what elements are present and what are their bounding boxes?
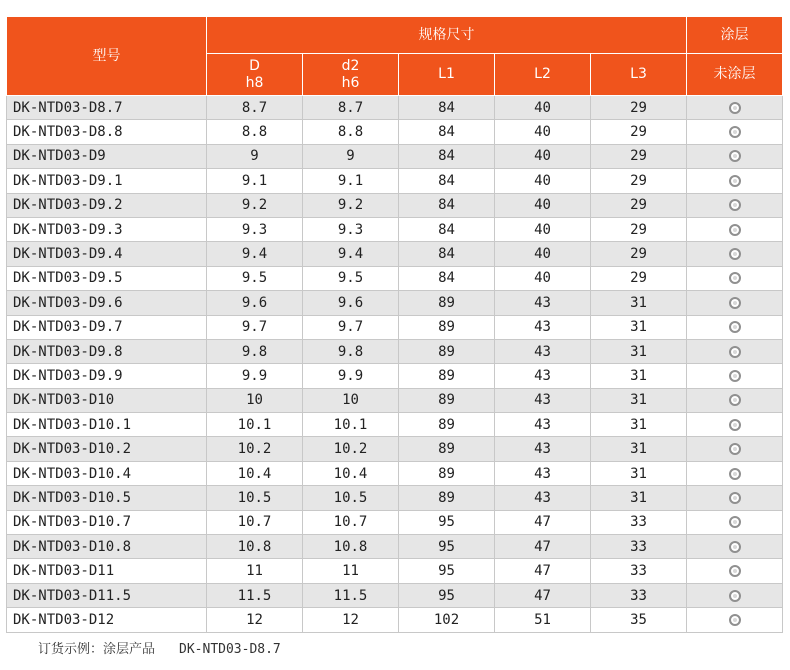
ring-icon xyxy=(729,248,741,260)
ring-icon xyxy=(729,394,741,406)
cell-l2: 43 xyxy=(495,437,591,461)
cell-l1: 89 xyxy=(399,291,495,315)
cell-l2: 43 xyxy=(495,486,591,510)
cell-l1: 95 xyxy=(399,559,495,583)
cell-uncoated xyxy=(687,608,783,632)
cell-l1: 89 xyxy=(399,461,495,485)
cell-uncoated xyxy=(687,559,783,583)
ring-icon xyxy=(729,175,741,187)
table-row xyxy=(7,559,783,583)
cell-model: DK-NTD03-D8.7 xyxy=(7,96,207,120)
cell-l2: 47 xyxy=(495,583,591,607)
table-row xyxy=(7,242,783,266)
table-row xyxy=(7,169,783,193)
cell-l3: 33 xyxy=(591,583,687,607)
cell-d: 9.7 xyxy=(207,315,303,339)
ring-icon xyxy=(729,541,741,553)
cell-model: DK-NTD03-D10 xyxy=(7,388,207,412)
table-row xyxy=(7,510,783,534)
cell-model: DK-NTD03-D11 xyxy=(7,559,207,583)
cell-l2: 40 xyxy=(495,193,591,217)
table-row xyxy=(7,364,783,388)
ring-icon xyxy=(729,224,741,236)
ring-icon xyxy=(729,370,741,382)
cell-d2: 9.8 xyxy=(303,339,399,363)
cell-l3: 29 xyxy=(591,193,687,217)
cell-d: 10.1 xyxy=(207,413,303,437)
table-row xyxy=(7,339,783,363)
header-d-label: D xyxy=(249,57,260,74)
order-example-code: DK-NTD03-D8.7 xyxy=(179,642,281,657)
table-row xyxy=(7,193,783,217)
cell-model: DK-NTD03-D9.8 xyxy=(7,339,207,363)
header-l2: L2 xyxy=(495,54,591,96)
cell-l1: 89 xyxy=(399,437,495,461)
ring-icon xyxy=(729,516,741,528)
cell-l2: 40 xyxy=(495,120,591,144)
table-row xyxy=(7,583,783,607)
cell-d2: 11 xyxy=(303,559,399,583)
cell-uncoated xyxy=(687,96,783,120)
cell-l1: 89 xyxy=(399,364,495,388)
cell-l2: 43 xyxy=(495,339,591,363)
cell-uncoated xyxy=(687,486,783,510)
cell-d: 8.8 xyxy=(207,120,303,144)
table-row xyxy=(7,486,783,510)
cell-uncoated xyxy=(687,535,783,559)
cell-l1: 84 xyxy=(399,217,495,241)
cell-d: 11.5 xyxy=(207,583,303,607)
ring-icon xyxy=(729,297,741,309)
ring-icon xyxy=(729,590,741,602)
header-l3: L3 xyxy=(591,54,687,96)
cell-l2: 47 xyxy=(495,510,591,534)
cell-d2: 9.6 xyxy=(303,291,399,315)
table-row xyxy=(7,535,783,559)
header-model: 型号 xyxy=(7,17,207,96)
cell-d2: 9.3 xyxy=(303,217,399,241)
cell-d2: 9.2 xyxy=(303,193,399,217)
cell-d: 12 xyxy=(207,608,303,632)
cell-d2: 10.8 xyxy=(303,535,399,559)
cell-d2: 8.8 xyxy=(303,120,399,144)
table-row xyxy=(7,608,783,632)
cell-uncoated xyxy=(687,315,783,339)
cell-model: DK-NTD03-D8.8 xyxy=(7,120,207,144)
cell-d2: 10 xyxy=(303,388,399,412)
cell-l1: 84 xyxy=(399,266,495,290)
cell-d2: 12 xyxy=(303,608,399,632)
cell-d: 9.9 xyxy=(207,364,303,388)
cell-l2: 43 xyxy=(495,461,591,485)
cell-l2: 47 xyxy=(495,535,591,559)
cell-uncoated xyxy=(687,339,783,363)
cell-l3: 31 xyxy=(591,461,687,485)
cell-l2: 51 xyxy=(495,608,591,632)
cell-l1: 84 xyxy=(399,169,495,193)
cell-l3: 33 xyxy=(591,535,687,559)
cell-d: 9 xyxy=(207,144,303,168)
cell-l1: 89 xyxy=(399,339,495,363)
cell-l1: 95 xyxy=(399,583,495,607)
header-d2-label: d2 xyxy=(341,57,360,74)
header-dimensions: 规格尺寸 xyxy=(207,17,687,54)
cell-uncoated xyxy=(687,583,783,607)
table-row xyxy=(7,291,783,315)
cell-d2: 10.7 xyxy=(303,510,399,534)
cell-model: DK-NTD03-D10.7 xyxy=(7,510,207,534)
cell-uncoated xyxy=(687,413,783,437)
cell-model: DK-NTD03-D9.1 xyxy=(7,169,207,193)
header-d-tolerance: h8 xyxy=(245,74,264,91)
header-l1: L1 xyxy=(399,54,495,96)
ring-icon xyxy=(729,419,741,431)
cell-d: 10.8 xyxy=(207,535,303,559)
cell-d: 10.7 xyxy=(207,510,303,534)
cell-model: DK-NTD03-D10.2 xyxy=(7,437,207,461)
cell-l2: 43 xyxy=(495,388,591,412)
cell-l2: 43 xyxy=(495,364,591,388)
table-row xyxy=(7,388,783,412)
cell-d: 10 xyxy=(207,388,303,412)
cell-l3: 29 xyxy=(591,144,687,168)
header-d2-tolerance: h6 xyxy=(341,74,360,91)
cell-l3: 29 xyxy=(591,266,687,290)
cell-l3: 35 xyxy=(591,608,687,632)
cell-model: DK-NTD03-D11.5 xyxy=(7,583,207,607)
header-coating: 涂层 xyxy=(687,17,783,54)
table-row xyxy=(7,96,783,120)
cell-d2: 9.1 xyxy=(303,169,399,193)
cell-uncoated xyxy=(687,461,783,485)
cell-d: 10.2 xyxy=(207,437,303,461)
cell-d: 9.3 xyxy=(207,217,303,241)
cell-uncoated xyxy=(687,364,783,388)
cell-uncoated xyxy=(687,437,783,461)
cell-d2: 9 xyxy=(303,144,399,168)
cell-uncoated xyxy=(687,266,783,290)
cell-model: DK-NTD03-D9.9 xyxy=(7,364,207,388)
ring-icon xyxy=(729,565,741,577)
cell-uncoated xyxy=(687,510,783,534)
cell-l1: 89 xyxy=(399,413,495,437)
cell-l3: 31 xyxy=(591,437,687,461)
cell-d: 9.6 xyxy=(207,291,303,315)
cell-l3: 31 xyxy=(591,388,687,412)
cell-d: 9.5 xyxy=(207,266,303,290)
cell-d2: 9.7 xyxy=(303,315,399,339)
cell-l2: 40 xyxy=(495,96,591,120)
cell-l2: 47 xyxy=(495,559,591,583)
cell-model: DK-NTD03-D9.4 xyxy=(7,242,207,266)
cell-d: 9.8 xyxy=(207,339,303,363)
cell-l1: 84 xyxy=(399,120,495,144)
ring-icon xyxy=(729,126,741,138)
ring-icon xyxy=(729,272,741,284)
cell-d2: 9.9 xyxy=(303,364,399,388)
table-row xyxy=(7,217,783,241)
cell-model: DK-NTD03-D10.5 xyxy=(7,486,207,510)
cell-d: 9.1 xyxy=(207,169,303,193)
cell-l1: 84 xyxy=(399,96,495,120)
header-d xyxy=(207,54,303,96)
cell-model: DK-NTD03-D12 xyxy=(7,608,207,632)
table-row xyxy=(7,120,783,144)
cell-l1: 89 xyxy=(399,388,495,412)
cell-model: DK-NTD03-D9.2 xyxy=(7,193,207,217)
cell-l3: 31 xyxy=(591,315,687,339)
cell-l2: 40 xyxy=(495,144,591,168)
cell-uncoated xyxy=(687,169,783,193)
table-row xyxy=(7,461,783,485)
cell-l1: 84 xyxy=(399,242,495,266)
cell-d2: 10.5 xyxy=(303,486,399,510)
cell-model: DK-NTD03-D10.1 xyxy=(7,413,207,437)
cell-l1: 89 xyxy=(399,486,495,510)
cell-d: 10.5 xyxy=(207,486,303,510)
cell-d: 11 xyxy=(207,559,303,583)
cell-model: DK-NTD03-D9 xyxy=(7,144,207,168)
cell-uncoated xyxy=(687,291,783,315)
spec-table-body xyxy=(7,96,783,633)
cell-model: DK-NTD03-D10.8 xyxy=(7,535,207,559)
cell-model: DK-NTD03-D9.7 xyxy=(7,315,207,339)
ring-icon xyxy=(729,443,741,455)
ring-icon xyxy=(729,199,741,211)
table-row xyxy=(7,413,783,437)
header-uncoated: 未涂层 xyxy=(687,54,783,96)
cell-d2: 9.4 xyxy=(303,242,399,266)
ring-icon xyxy=(729,346,741,358)
cell-l2: 40 xyxy=(495,266,591,290)
table-row xyxy=(7,315,783,339)
cell-uncoated xyxy=(687,193,783,217)
cell-l3: 31 xyxy=(591,339,687,363)
ring-icon xyxy=(729,321,741,333)
cell-l3: 31 xyxy=(591,413,687,437)
cell-l1: 95 xyxy=(399,510,495,534)
cell-l2: 40 xyxy=(495,242,591,266)
cell-d2: 8.7 xyxy=(303,96,399,120)
cell-l3: 33 xyxy=(591,559,687,583)
order-example-label: 订货示例：涂层产品 xyxy=(38,642,156,657)
cell-l2: 40 xyxy=(495,169,591,193)
ring-icon xyxy=(729,150,741,162)
cell-l1: 95 xyxy=(399,535,495,559)
cell-model: DK-NTD03-D10.4 xyxy=(7,461,207,485)
cell-model: DK-NTD03-D9.6 xyxy=(7,291,207,315)
cell-l3: 29 xyxy=(591,120,687,144)
cell-l2: 40 xyxy=(495,217,591,241)
header-d2 xyxy=(303,54,399,96)
cell-uncoated xyxy=(687,120,783,144)
cell-uncoated xyxy=(687,217,783,241)
ring-icon xyxy=(729,492,741,504)
cell-l1: 102 xyxy=(399,608,495,632)
cell-l3: 29 xyxy=(591,169,687,193)
cell-d: 10.4 xyxy=(207,461,303,485)
cell-l3: 29 xyxy=(591,217,687,241)
cell-model: DK-NTD03-D9.3 xyxy=(7,217,207,241)
cell-d2: 9.5 xyxy=(303,266,399,290)
order-example xyxy=(38,638,281,657)
cell-d: 8.7 xyxy=(207,96,303,120)
cell-l3: 33 xyxy=(591,510,687,534)
cell-d2: 10.4 xyxy=(303,461,399,485)
cell-d2: 10.1 xyxy=(303,413,399,437)
ring-icon xyxy=(729,102,741,114)
cell-l3: 31 xyxy=(591,364,687,388)
spec-table xyxy=(6,16,783,633)
cell-d: 9.4 xyxy=(207,242,303,266)
cell-l3: 29 xyxy=(591,242,687,266)
cell-l1: 89 xyxy=(399,315,495,339)
ring-icon xyxy=(729,468,741,480)
cell-l1: 84 xyxy=(399,193,495,217)
table-row xyxy=(7,266,783,290)
cell-d: 9.2 xyxy=(207,193,303,217)
cell-l2: 43 xyxy=(495,291,591,315)
cell-l2: 43 xyxy=(495,413,591,437)
cell-uncoated xyxy=(687,242,783,266)
cell-l3: 31 xyxy=(591,291,687,315)
cell-uncoated xyxy=(687,144,783,168)
cell-model: DK-NTD03-D9.5 xyxy=(7,266,207,290)
cell-l3: 31 xyxy=(591,486,687,510)
cell-d2: 11.5 xyxy=(303,583,399,607)
table-row xyxy=(7,437,783,461)
cell-uncoated xyxy=(687,388,783,412)
ring-icon xyxy=(729,614,741,626)
table-row xyxy=(7,144,783,168)
cell-d2: 10.2 xyxy=(303,437,399,461)
cell-l2: 43 xyxy=(495,315,591,339)
cell-l3: 29 xyxy=(591,96,687,120)
cell-l1: 84 xyxy=(399,144,495,168)
